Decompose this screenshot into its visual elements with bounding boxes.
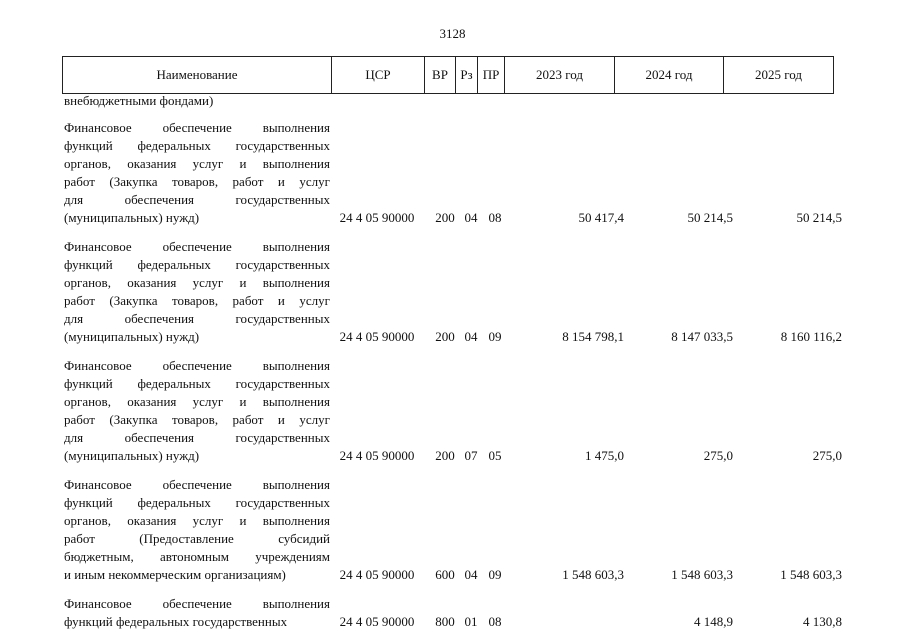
name-word: государственных — [235, 138, 330, 153]
name-word: обеспечение — [162, 239, 232, 254]
name-line — [64, 375, 330, 393]
name-word: и — [277, 174, 285, 189]
cell-vr: 600 — [435, 567, 455, 582]
name-word: выполнения — [262, 477, 330, 492]
name-word: (Предоставление — [139, 531, 234, 546]
name-word: органов, — [64, 275, 111, 290]
name-word: органов, — [64, 394, 111, 409]
table-row — [62, 595, 844, 631]
name-word: товаров, — [171, 293, 219, 308]
name-word: Финансовое — [64, 120, 132, 135]
table-row — [62, 238, 844, 346]
table-body — [62, 93, 844, 631]
table-header — [62, 56, 834, 94]
name-word: выполнения — [262, 275, 330, 290]
name-word: услуг — [299, 412, 330, 427]
name-word: государственных — [235, 495, 330, 510]
row-values — [62, 328, 844, 346]
name-word: Финансовое — [64, 477, 132, 492]
cell-vr: 200 — [435, 210, 455, 225]
cell-2024: 275,0 — [703, 448, 733, 463]
cell-csr: 24 4 05 90000 — [339, 567, 415, 582]
name-word: Финансовое — [64, 596, 132, 611]
row-values — [62, 566, 844, 584]
cell-vr: 200 — [435, 448, 455, 463]
name-word: (Закупка — [109, 293, 158, 308]
name-word: работ — [64, 293, 95, 308]
cell-2023: 1 548 603,3 — [562, 567, 624, 582]
table-row — [62, 476, 844, 584]
cell-csr: 24 4 05 90000 — [339, 448, 415, 463]
page-number: 3128 — [439, 26, 466, 41]
row-values — [62, 613, 844, 631]
name-word: товаров, — [171, 412, 219, 427]
cell-rz: 07 — [464, 448, 478, 463]
cell-2023: 8 154 798,1 — [562, 329, 624, 344]
name-word: работ — [64, 412, 95, 427]
name-word: (муниципальных) нужд) — [64, 329, 200, 344]
name-line — [64, 411, 330, 429]
name-word: выполнения — [262, 156, 330, 171]
name-word: выполнения — [262, 239, 330, 254]
name-word: оказания — [127, 394, 177, 409]
name-word: работ — [64, 174, 95, 189]
row-values — [62, 209, 844, 227]
name-word: органов, — [64, 513, 111, 528]
name-word: государственных — [235, 192, 330, 207]
name-word: обеспечения — [124, 192, 195, 207]
name-word: выполнения — [262, 513, 330, 528]
cell-2025: 1 548 603,3 — [780, 567, 842, 582]
name-word: и — [239, 275, 247, 290]
table-rows — [62, 119, 844, 631]
cell-pr: 09 — [488, 329, 502, 344]
cell-csr: 24 4 05 90000 — [339, 614, 415, 629]
name-line — [64, 256, 330, 274]
name-word: оказания — [127, 275, 177, 290]
name-line — [64, 137, 330, 155]
name-word: и — [277, 412, 285, 427]
name-line — [64, 310, 330, 328]
name-line — [64, 393, 330, 411]
cell-rz: 04 — [464, 329, 478, 344]
column-header-2024: 2024 год — [615, 57, 724, 94]
name-word: выполнения — [262, 394, 330, 409]
name-word: и — [239, 513, 247, 528]
cell-pr: 08 — [488, 210, 502, 225]
name-word: (Закупка — [109, 174, 158, 189]
name-line — [64, 292, 330, 310]
name-word: услуг — [192, 275, 224, 290]
name-word: органов, — [64, 156, 111, 171]
name-word: работ — [232, 412, 264, 427]
name-word: (муниципальных) нужд) — [64, 210, 200, 225]
cell-2023: 50 417,4 — [578, 210, 624, 225]
name-line — [64, 119, 330, 137]
name-word: услуг — [299, 174, 330, 189]
name-word: работ — [64, 531, 95, 546]
name-word: автономным — [159, 549, 229, 564]
name-word: (муниципальных) нужд) — [64, 448, 200, 463]
name-line — [64, 512, 330, 530]
name-word: обеспечение — [162, 477, 232, 492]
name-line — [64, 238, 330, 256]
row-values — [62, 447, 844, 465]
name-line — [64, 173, 330, 191]
name-word: функций — [64, 376, 113, 391]
name-line — [64, 548, 330, 566]
cell-2025: 50 214,5 — [796, 210, 842, 225]
cell-2024: 50 214,5 — [687, 210, 733, 225]
name-word: для — [64, 311, 84, 326]
cell-csr: 24 4 05 90000 — [339, 329, 415, 344]
cell-2025: 8 160 116,2 — [780, 329, 842, 344]
name-word: услуг — [299, 293, 330, 308]
name-word: (Закупка — [109, 412, 158, 427]
name-line — [64, 357, 330, 375]
cell-csr: 24 4 05 90000 — [339, 210, 415, 225]
name-word: функций федеральных государственных — [64, 614, 288, 629]
name-word: федеральных — [137, 257, 211, 272]
name-word: оказания — [127, 156, 177, 171]
name-line — [64, 595, 330, 613]
cell-2025: 275,0 — [812, 448, 842, 463]
name-line — [64, 429, 330, 447]
continuation-text: внебюджетными фондами) — [64, 93, 214, 108]
cell-pr: 05 — [488, 448, 502, 463]
name-word: выполнения — [262, 358, 330, 373]
column-header-2023: 2023 год — [505, 57, 615, 94]
cell-rz: 01 — [464, 614, 478, 629]
name-word: и иным некоммерческим организациям) — [64, 567, 286, 582]
name-word: обеспечения — [124, 311, 195, 326]
name-word: и — [239, 156, 247, 171]
column-header-name: Наименование — [63, 57, 332, 94]
name-word: обеспечение — [162, 120, 232, 135]
name-word: выполнения — [262, 120, 330, 135]
name-line — [64, 476, 330, 494]
name-word: для — [64, 192, 84, 207]
name-word: обеспечения — [124, 430, 195, 445]
name-word: функций — [64, 257, 113, 272]
name-line — [64, 155, 330, 173]
cell-rz: 04 — [464, 210, 478, 225]
cell-2024: 1 548 603,3 — [671, 567, 733, 582]
name-word: выполнения — [262, 596, 330, 611]
name-word: федеральных — [137, 138, 211, 153]
name-word: федеральных — [137, 495, 211, 510]
cell-vr: 800 — [435, 614, 455, 629]
cell-2023: 1 475,0 — [585, 448, 624, 463]
name-word: услуг — [192, 513, 224, 528]
name-word: Финансовое — [64, 239, 132, 254]
name-word: государственных — [235, 311, 330, 326]
name-word: функций — [64, 138, 113, 153]
column-header-csr: ЦСР — [332, 57, 425, 94]
name-word: государственных — [235, 430, 330, 445]
name-word: государственных — [235, 376, 330, 391]
column-header-vr: ВР — [425, 57, 456, 94]
name-word: и — [277, 293, 285, 308]
name-word: обеспечение — [162, 358, 232, 373]
name-word: товаров, — [171, 174, 219, 189]
name-word: функций — [64, 495, 113, 510]
name-word: бюджетным, — [64, 549, 134, 564]
name-word: и — [239, 394, 247, 409]
column-header-pr: ПР — [478, 57, 505, 94]
cell-rz: 04 — [464, 567, 478, 582]
cell-2024: 8 147 033,5 — [671, 329, 733, 344]
cell-2025: 4 130,8 — [803, 614, 842, 629]
name-word: учреждениям — [255, 549, 330, 564]
name-word: для — [64, 430, 84, 445]
name-word: Финансовое — [64, 358, 132, 373]
table-row — [62, 357, 844, 465]
name-word: федеральных — [137, 376, 211, 391]
name-word: оказания — [127, 513, 177, 528]
cell-pr: 08 — [488, 614, 502, 629]
name-word: услуг — [192, 156, 224, 171]
name-line — [64, 494, 330, 512]
name-line — [64, 274, 330, 292]
name-word: субсидий — [278, 531, 330, 546]
column-header-2025: 2025 год — [724, 57, 834, 94]
name-line — [64, 191, 330, 209]
name-word: работ — [232, 174, 264, 189]
name-word: обеспечение — [162, 596, 232, 611]
name-word: работ — [232, 293, 264, 308]
cell-pr: 09 — [488, 567, 502, 582]
name-word: услуг — [192, 394, 224, 409]
cell-vr: 200 — [435, 329, 455, 344]
name-line — [64, 530, 330, 548]
cell-2024: 4 148,9 — [694, 614, 733, 629]
table-row — [62, 119, 844, 227]
name-word: государственных — [235, 257, 330, 272]
column-header-rz: Рз — [456, 57, 478, 94]
